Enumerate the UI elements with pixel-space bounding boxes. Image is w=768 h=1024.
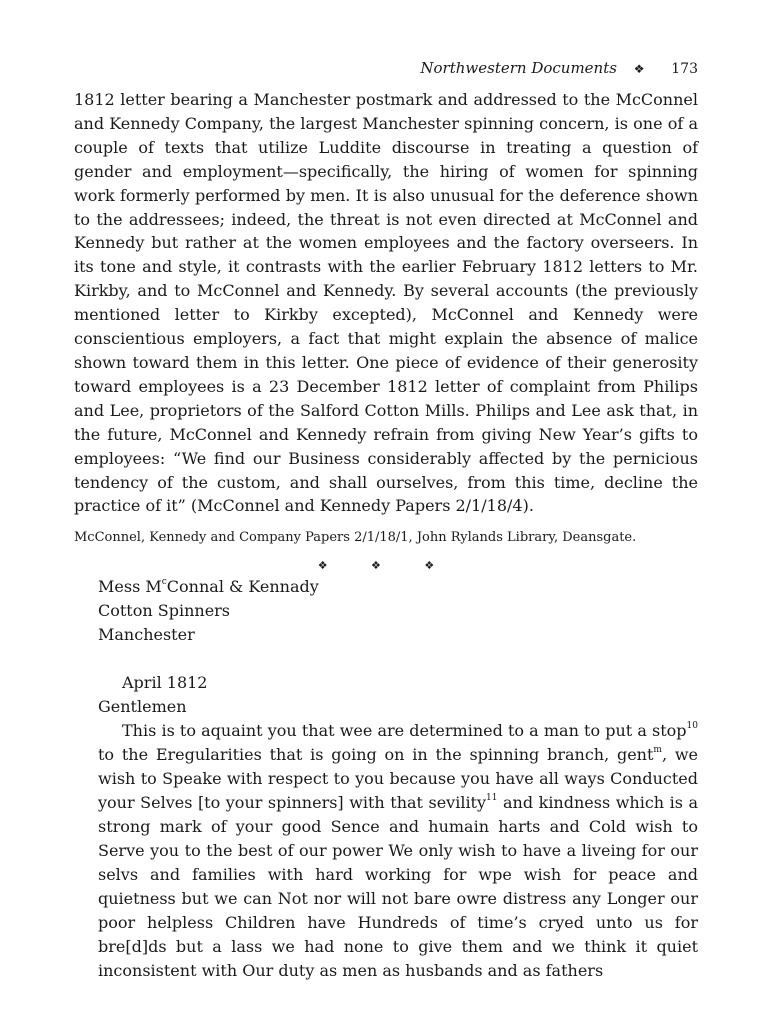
page-number: 173 [671, 61, 698, 77]
footnote-marker-10: 10 [686, 720, 698, 731]
superscript-m: m [653, 744, 662, 755]
ornament-separator-icon: ❖ [633, 62, 645, 76]
letter-address-name [98, 575, 698, 599]
letter-body-part-1: This is to aquaint you that wee are determined to a man to put a stop [122, 721, 687, 741]
letter-body-part-4: and kindness which is a strong mark of your good Sence and humain harts and Cold wish to Serve you to the best of our power We only wish to have a liveing for our selvs and families with hard working for wpe wish for peace and quietness but we can Not nor will not bare owre distress any Longer our poor helpless Children have Hundreds of time’s cryed unto us for bre[d]ds but a lass we had none to give them and we think it quiet inconsistent with Our duty as men as husbands and as fathers [98, 793, 698, 981]
source-note: McConnel, Kennedy and Company Papers 2/1/18/1, John Rylands Library, Deansgate. [74, 530, 637, 546]
section-ornament-icon: ❖ ❖ ❖ [317, 559, 455, 573]
address-name-suffix: Connal & Kennady [166, 577, 319, 597]
letter-address-line-3: Manchester [98, 625, 195, 645]
letter-body-part-2: to the Eregularities that is going on in the spinning branch, gent [98, 745, 654, 765]
address-name-superscript: c [161, 576, 167, 587]
letter-address-line-2: Cotton Spinners [98, 601, 231, 621]
address-name-prefix: Mess M [98, 577, 162, 597]
running-title: Northwestern Documents [420, 59, 617, 77]
running-head [74, 54, 698, 82]
footnote-marker-11: 11 [486, 792, 498, 803]
letter-body [98, 719, 698, 983]
book-page [74, 54, 698, 983]
letter-date: April 1812 [122, 673, 208, 693]
letter-salutation: Gentlemen [98, 697, 187, 717]
intro-paragraph: 1812 letter bearing a Manchester postmark and addressed to the McConnel and Kennedy Company, the largest Manchester spinning concern, is one of a couple of texts that utilize Luddite discourse in treating a question of gender and employment—specifically, the hiring of women for spinning work formerly performed by men. It is also unusual for the deference shown to the addressees; indeed, the threat is not even directed at McConnel and Kennedy but rather at the women employees and the factory overseers. In its tone and style, it contrasts with the earlier February 1812 letters to Mr. Kirkby, and to McConnel and Kennedy. By several accounts (the previously mentioned letter to Kirkby excepted), McConnel and Kennedy were conscientious employers, a fact that might explain the absence of malice shown toward them in this letter. One piece of evidence of their generosity toward employees is a 23 December 1812 letter of complaint from Philips and Lee, proprietors of the Salford Cotton Mills. Philips and Lee ask that, in the future, McConnel and Kennedy refrain from giving New Year’s gifts to employees: “We find our Business considerably affected by the pernicious tendency of the custom, and shall ourselves, from this time, decline the practice of it” (McConnel and Kennedy Papers 2/1/18/4). [74, 90, 698, 516]
letter-transcription [98, 575, 698, 983]
letter-body-part-3: , we wish to Speake with respect to you because you have all ways Conducted your Selves [to your spinners] with that sevility [98, 745, 698, 813]
